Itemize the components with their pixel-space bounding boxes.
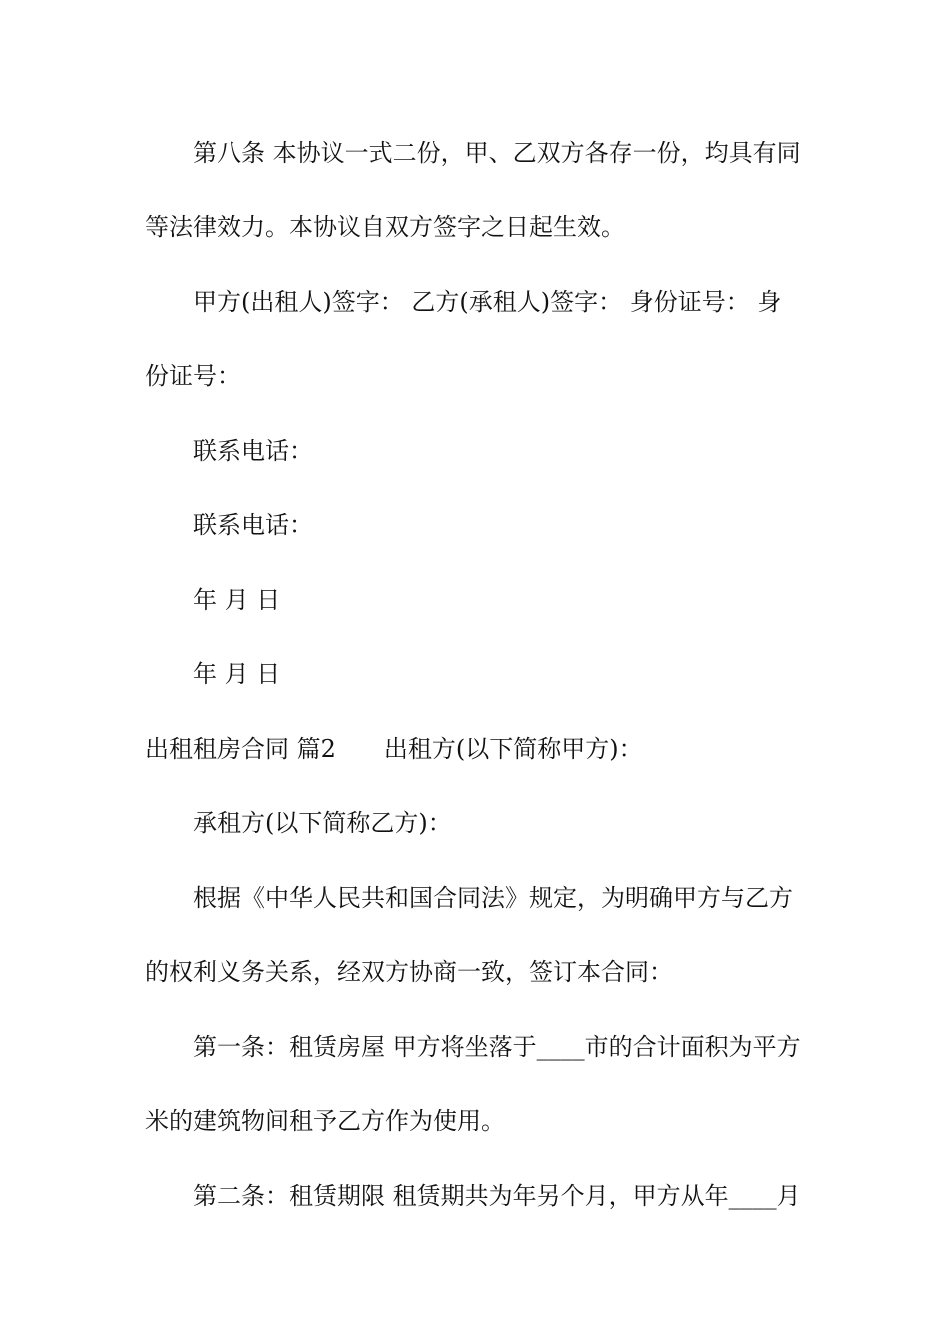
clause-1-line-2: 米的建筑物间租予乙方作为使用。 <box>145 1107 505 1135</box>
lessee-date-label: 年 月 日 <box>193 660 281 688</box>
clause-1-line-1: 第一条：租赁房屋 甲方将坐落于____市的合计面积为平方 <box>193 1033 801 1061</box>
preamble-line-1: 根据《中华人民共和国合同法》规定，为明确甲方与乙方 <box>193 884 793 912</box>
lessee-phone-label: 联系电话： <box>193 511 313 539</box>
contract-title: 出租租房合同 篇2 <box>145 735 336 763</box>
lessor-label: 出租方(以下简称甲方)： <box>383 735 643 763</box>
preamble-line-2: 的权利义务关系，经双方协商一致，签订本合同： <box>145 958 673 986</box>
lessee-label: 承租方(以下简称乙方)： <box>193 809 452 837</box>
clause-8-line-1: 第八条 本协议一式二份，甲、乙双方各存一份，均具有同 <box>193 139 801 167</box>
lessor-date-label: 年 月 日 <box>193 586 281 614</box>
signature-line-2: 份证号： <box>145 362 241 390</box>
lessor-phone-label: 联系电话： <box>193 437 313 465</box>
section-heading-line <box>145 729 810 769</box>
signature-line-1: 甲方(出租人)签字： 乙方(承租人)签字： 身份证号： 身 <box>193 288 782 316</box>
clause-8-line-2: 等法律效力。本协议自双方签字之日起生效。 <box>145 213 625 241</box>
clause-2-line-1: 第二条：租赁期限 租赁期共为年另个月，甲方从年____月 <box>193 1182 801 1210</box>
